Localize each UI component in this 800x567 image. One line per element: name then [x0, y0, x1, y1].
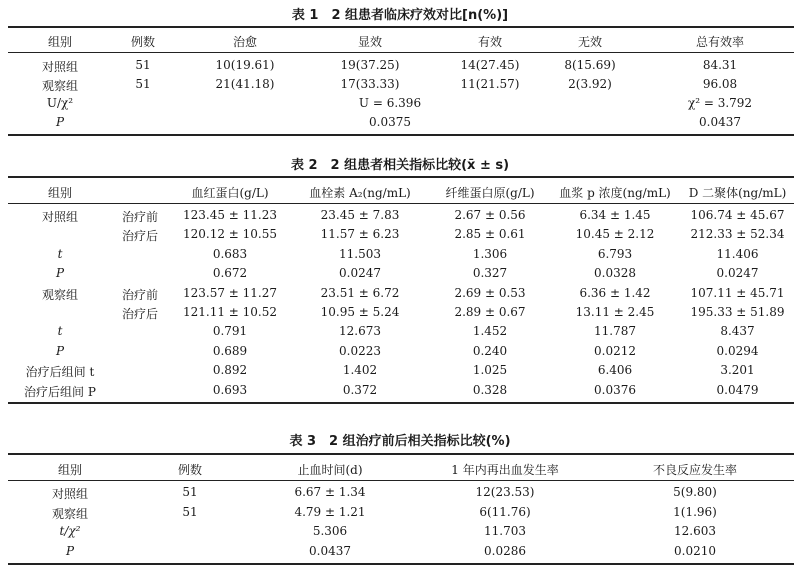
t3-r1-c3: 6(11.76) [479, 504, 531, 519]
t2-r0-c1: 治疗前 [121, 210, 158, 224]
table-row [0, 206, 800, 225]
table-row [0, 94, 800, 113]
table-row [0, 342, 800, 361]
t3-r3-c0: P [65, 543, 75, 558]
t2-r1-c2: 120.12 ± 10.55 [182, 227, 278, 242]
t3-col-n: 例数 [177, 463, 202, 477]
t3-col-time: 止血时间(d) [297, 463, 363, 477]
t2-r3-c2: 0.672 [212, 266, 248, 281]
table-row [0, 225, 800, 244]
table-row [0, 113, 800, 132]
t2-r6-c3: 12.673 [339, 324, 381, 339]
t1-r0-group: 对照组 [41, 60, 78, 74]
t1-r1-cured: 21(41.18) [215, 77, 275, 91]
table-row [0, 503, 800, 522]
t1-r0-effective: 14(27.45) [460, 58, 520, 72]
t1-col-n: 例数 [130, 35, 155, 49]
t2-r4-c6: 107.11 ± 45.71 [690, 285, 785, 300]
table1-bottom-rule [8, 134, 794, 136]
table3-header-rule [8, 480, 794, 481]
t3-r2-c4: 12.603 [674, 524, 716, 538]
t2-r5-c4: 2.89 ± 0.67 [454, 305, 526, 319]
table-row [0, 75, 800, 94]
t2-r4-c0: 观察组 [41, 287, 78, 302]
t1-r1-effective: 11(21.57) [460, 77, 520, 91]
t2-col-p: 血浆 p 浓度(ng/mL) [559, 186, 671, 200]
t1-u-p: 0.0375 [369, 115, 411, 129]
t3-r2-c2: 5.306 [312, 524, 348, 538]
t3-r0-c1: 51 [182, 485, 198, 499]
table-row [0, 483, 800, 502]
t2-r5-c5: 13.11 ± 2.45 [575, 305, 655, 319]
t2-r7-c6: 0.0294 [716, 343, 759, 358]
t1-r1-ineffective: 2(3.92) [568, 77, 612, 91]
t2-r2-c5: 6.793 [597, 246, 633, 261]
t1-r1-total: 96.08 [702, 77, 738, 91]
t2-col-hb: 血红蛋白(g/L) [191, 186, 269, 200]
t2-r4-c5: 6.36 ± 1.42 [579, 285, 651, 300]
t3-col-adverse: 不良反应发生率 [652, 463, 737, 477]
t2-r7-c2: 0.689 [212, 343, 248, 358]
t2-r9-c4: 0.328 [472, 382, 508, 397]
t1-r0-n: 51 [135, 58, 151, 72]
table1-header-rule [8, 52, 794, 53]
table2-header-rule [8, 203, 794, 204]
table3-header-row [0, 459, 800, 478]
table-row [0, 245, 800, 264]
t2-r6-c2: 0.791 [212, 324, 248, 339]
t2-r4-c4: 2.69 ± 0.53 [454, 285, 526, 300]
t2-r1-c5: 10.45 ± 2.12 [575, 227, 655, 242]
t3-r1-c4: 1(1.96) [673, 504, 717, 519]
t1-u-value: U = 6.396 [358, 96, 422, 110]
t1-stat-label: U/χ² [46, 96, 74, 110]
t2-r3-c6: 0.0247 [716, 266, 759, 281]
t2-r8-c6: 3.201 [720, 363, 755, 378]
t1-r1-marked: 17(33.33) [340, 77, 400, 91]
t3-r1-c1: 51 [182, 504, 198, 519]
t2-r3-c5: 0.0328 [594, 266, 636, 281]
t2-r3-c4: 0.327 [472, 266, 508, 281]
t2-r7-c4: 0.240 [472, 343, 508, 358]
t2-r8-c0: 治疗后组间 t [25, 365, 95, 380]
t2-r2-c3: 11.503 [339, 246, 381, 261]
table-row [0, 322, 800, 341]
t2-r7-c5: 0.0212 [594, 343, 636, 358]
t2-r7-c3: 0.0223 [339, 343, 381, 358]
t2-r9-c2: 0.693 [212, 382, 248, 397]
table3-title: 表 3 2 组治疗前后相关指标比较(%) [289, 434, 511, 449]
table3-bottom-rule [8, 563, 794, 565]
t1-col-effective: 有效 [477, 35, 502, 49]
table-row [0, 381, 800, 400]
t1-chi-value: χ² = 3.792 [687, 96, 753, 110]
t3-r0-c3: 12(23.53) [475, 485, 535, 499]
t2-r2-c6: 11.406 [716, 246, 759, 261]
t3-r1-c0: 观察组 [51, 506, 88, 521]
t3-r0-c2: 6.67 ± 1.34 [294, 485, 366, 499]
t3-r2-c0: t/χ² [59, 524, 81, 538]
table2-top-rule [8, 176, 794, 178]
t3-r1-c2: 4.79 ± 1.21 [294, 504, 366, 519]
table-row [0, 522, 800, 541]
t1-col-cured: 治愈 [232, 35, 257, 49]
t2-r5-c6: 195.33 ± 51.89 [690, 305, 785, 319]
table-row [0, 284, 800, 303]
table2-bottom-rule [8, 402, 794, 404]
t2-r5-c1: 治疗后 [121, 307, 158, 321]
t1-col-ineffective: 无效 [577, 35, 602, 49]
t1-chi-p: 0.0437 [699, 115, 741, 129]
t2-r6-c0: t [57, 324, 63, 339]
t1-r1-group: 观察组 [41, 79, 78, 93]
table-row [0, 542, 800, 561]
table-row [0, 303, 800, 322]
t3-r0-c0: 对照组 [51, 487, 88, 501]
t2-r1-c4: 2.85 ± 0.61 [454, 227, 526, 242]
t2-r4-c1: 治疗前 [121, 287, 158, 302]
t2-r1-c3: 11.57 ± 6.23 [320, 227, 400, 242]
t2-r7-c0: P [55, 343, 65, 358]
t2-r8-c3: 1.402 [342, 363, 378, 378]
t2-r0-c5: 6.34 ± 1.45 [579, 208, 651, 222]
t3-col-rebleed: 1 年内再出血发生率 [451, 463, 559, 477]
t3-r0-c4: 5(9.80) [673, 485, 717, 499]
t2-col-fib: 纤维蛋白原(g/L) [445, 186, 535, 200]
t2-r0-c3: 23.45 ± 7.83 [320, 208, 400, 222]
t2-r4-c2: 123.57 ± 11.27 [182, 285, 278, 300]
t1-p-label: P [55, 115, 65, 129]
t2-r3-c0: P [55, 266, 65, 281]
table1-header-row [0, 31, 800, 50]
t2-r9-c3: 0.372 [342, 382, 378, 397]
t1-r1-n: 51 [135, 77, 151, 91]
t2-r2-c2: 0.683 [212, 246, 248, 261]
table-row [0, 264, 800, 283]
table2-title: 表 2 2 组患者相关指标比较(x̄ ± s) [290, 158, 510, 173]
table-row [0, 361, 800, 380]
t3-col-group: 组别 [57, 463, 82, 477]
t1-r0-marked: 19(37.25) [340, 58, 400, 72]
table2-header-row [0, 182, 800, 201]
t2-r4-c3: 23.51 ± 6.72 [320, 285, 400, 300]
t2-r2-c0: t [57, 246, 63, 261]
t1-r0-ineffective: 8(15.69) [564, 58, 616, 72]
t2-col-dd: D 二聚体(ng/mL) [688, 186, 787, 200]
t1-col-group: 组别 [47, 35, 72, 49]
table1-top-rule [8, 26, 794, 28]
t3-r3-c2: 0.0437 [309, 543, 351, 558]
t2-r0-c2: 123.45 ± 11.23 [182, 208, 278, 222]
t2-r5-c2: 121.11 ± 10.52 [182, 305, 278, 319]
t2-r8-c5: 6.406 [597, 363, 633, 378]
t1-col-total: 总有效率 [695, 35, 744, 49]
table1-title: 表 1 2 组患者临床疗效对比[n(%)] [291, 8, 509, 23]
t2-col-txa2: 血栓素 A₂(ng/mL) [309, 186, 411, 200]
t2-r0-c6: 106.74 ± 45.67 [690, 208, 785, 222]
t2-r1-c1: 治疗后 [121, 229, 158, 244]
t3-r3-c3: 0.0286 [484, 543, 526, 558]
t2-r8-c2: 0.892 [212, 363, 248, 378]
t2-r9-c0: 治疗后组间 P [24, 384, 96, 399]
t1-col-marked: 显效 [357, 35, 382, 49]
t1-r0-cured: 10(19.61) [215, 58, 275, 72]
t2-r6-c6: 8.437 [720, 324, 755, 339]
t2-r1-c6: 212.33 ± 52.34 [690, 227, 785, 242]
t2-r3-c3: 0.0247 [339, 266, 381, 281]
t2-r2-c4: 1.306 [472, 246, 508, 261]
t3-r3-c4: 0.0210 [674, 543, 716, 558]
t2-r6-c5: 11.787 [594, 324, 636, 339]
table3-top-rule [8, 453, 794, 455]
table-row [0, 56, 800, 75]
t2-r9-c6: 0.0479 [716, 382, 759, 397]
t2-col-group: 组别 [47, 186, 72, 200]
t2-r9-c5: 0.0376 [594, 382, 636, 397]
t2-r5-c3: 10.95 ± 5.24 [320, 305, 400, 319]
t2-r0-c4: 2.67 ± 0.56 [454, 208, 526, 222]
t2-r6-c4: 1.452 [472, 324, 508, 339]
t2-r8-c4: 1.025 [472, 363, 508, 378]
t2-r0-c0: 对照组 [41, 210, 78, 224]
t3-r2-c3: 11.703 [484, 524, 526, 538]
t1-r0-total: 84.31 [702, 58, 738, 72]
